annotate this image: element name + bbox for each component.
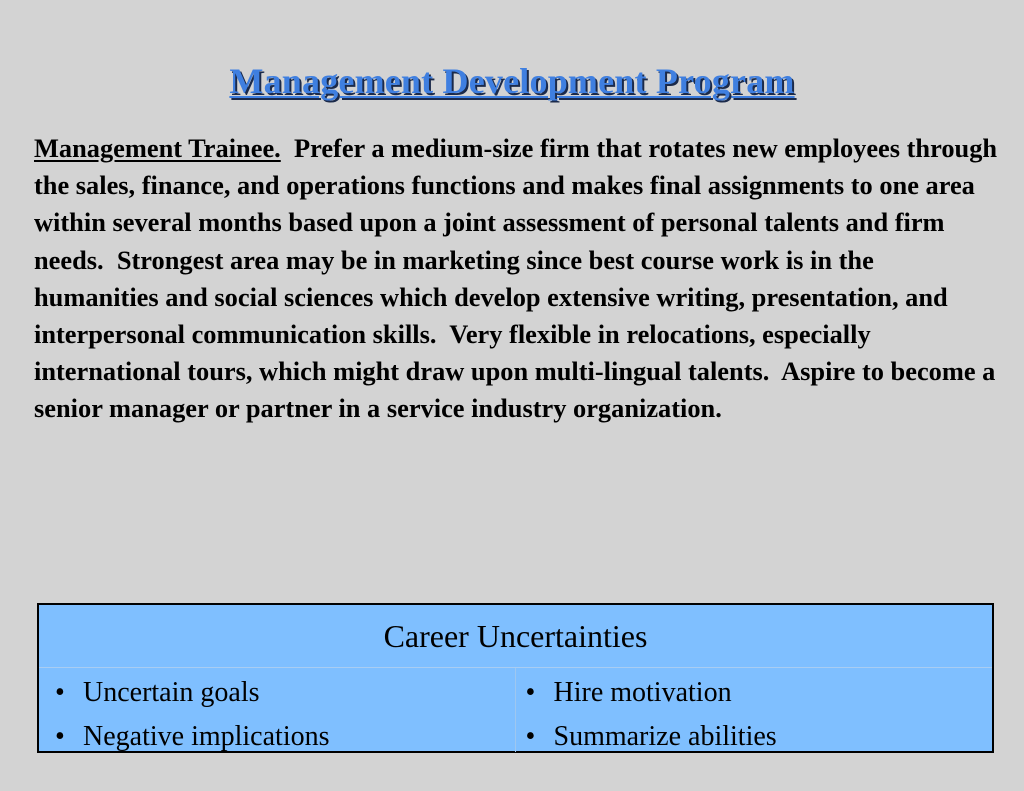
bullet-icon: • [55,721,65,752]
list-item-label: Negative implications [83,721,330,752]
table-column-right [516,668,993,752]
list-item [55,715,515,759]
slide-title: Management Development Program [229,61,795,101]
bullet-icon: • [525,721,536,752]
list-item [55,671,515,715]
paragraph-text: Prefer a medium-size firm that rotates new employees through the sales, finance, and operations functions and makes final assignments to one area within several months based upon a joint assessment of personal talents and firm needs. Strongest area may be in marketing since best course work is in the humanities and social sciences which develop extensive writing, presentation, and interpersonal communication skills. Very flexible in relocations, especially international tours, which might draw upon multi-lingual talents. Aspire to become a senior manager or partner in a service industry organization. [34,133,1004,424]
list-item [526,715,993,759]
list-item-label: Hire motivation [553,677,732,708]
bullet-icon: • [55,677,65,708]
table-header [39,605,992,668]
description-paragraph [34,130,1002,428]
slide-title-area [0,56,1024,106]
table-column-left [39,668,516,752]
paragraph-lead: Management Trainee. [34,133,281,163]
table-heading: Career Uncertainties [383,618,648,654]
table-body [39,668,992,752]
career-uncertainties-table [37,603,994,753]
bullet-icon: • [525,677,536,708]
list-item-label: Uncertain goals [83,677,260,708]
list-item [526,671,993,715]
list-item-label: Summarize abilities [553,721,777,752]
